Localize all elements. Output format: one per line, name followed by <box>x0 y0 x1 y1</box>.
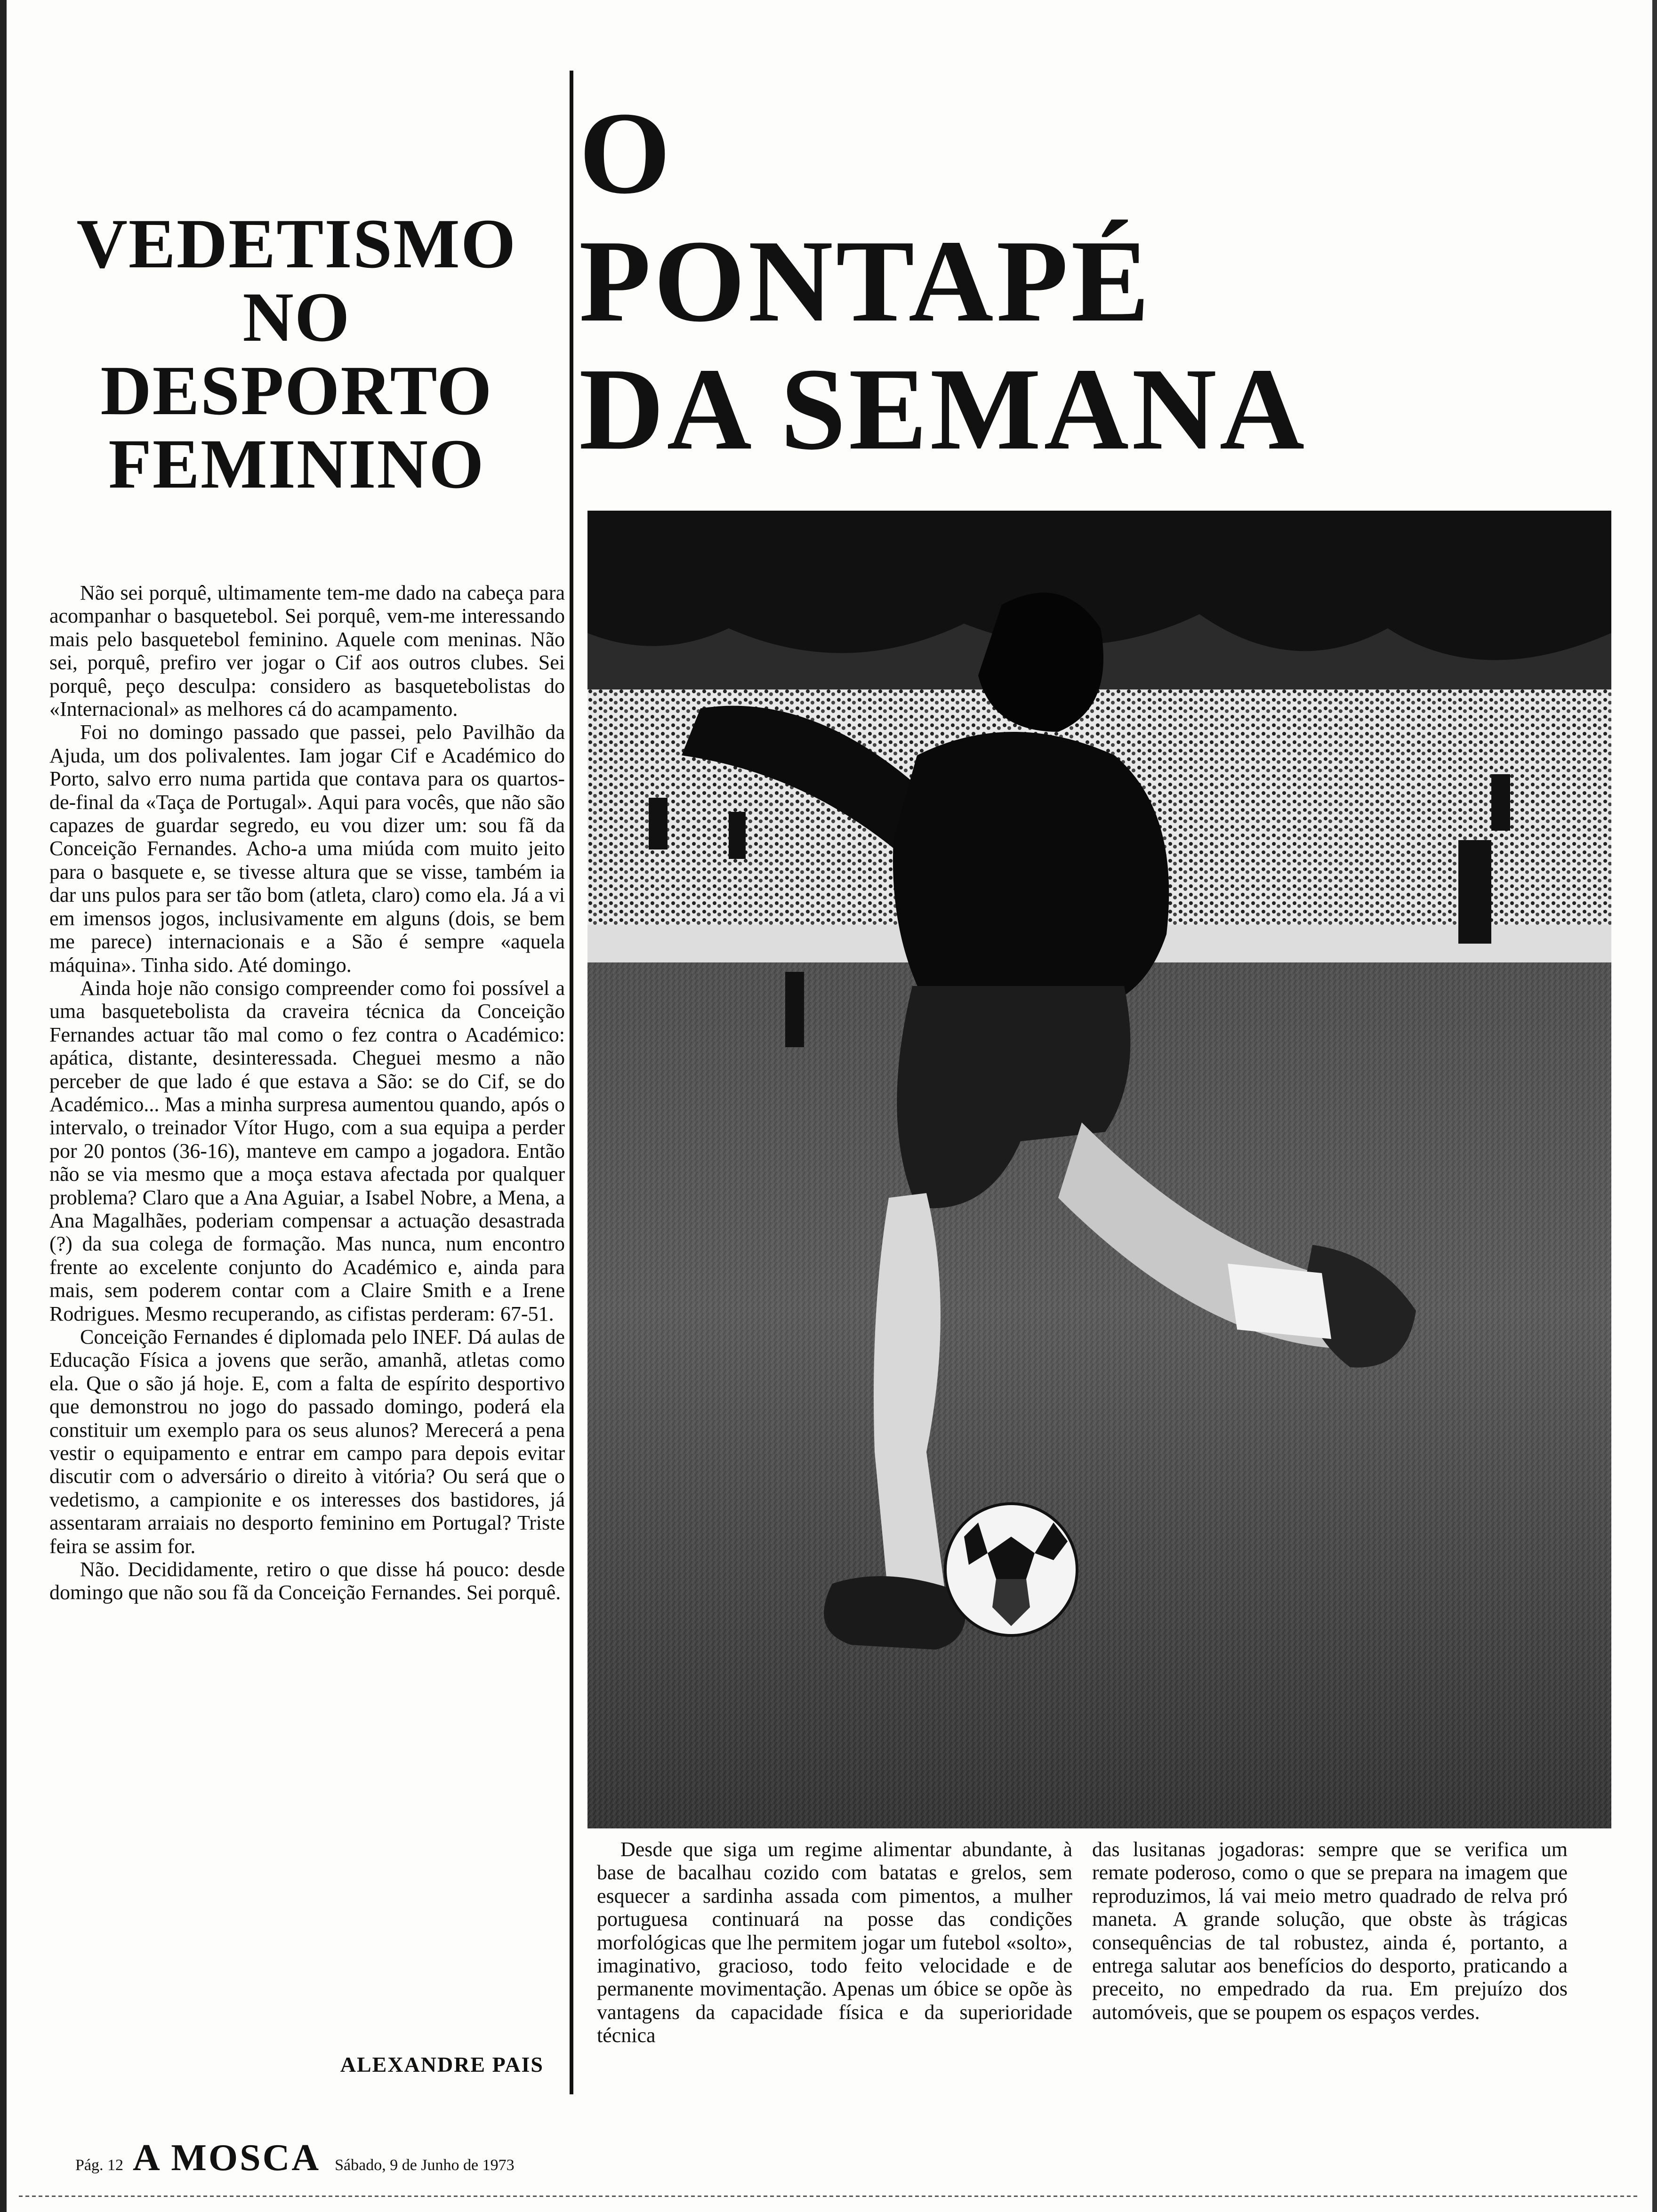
player-socks <box>1228 1264 1331 1339</box>
article-paragraph: Conceição Fernandes é diplomada pelo INEF. Dá aulas de Educação Física a jovens que serão, amanhã, atletas como ela. Que o são já hoje. E, com a falta de espírito desportivo que demonstrou no jogo do passado domingo, poderá ela constituir um exemplo para os seus alunos? Merecerá a pena vestir o equipamento e entrar em campo para depois evitar discutir com o adversário o direito à vitória? Ou será que o vedetismo, a campionite e os interesses dos bastidores, já assentaram arraiais no desporto feminino em Portugal? Triste feira se assim for. <box>49 1325 565 1558</box>
article-paragraph: Não. Decididamente, retiro o que disse há pouco: desde domingo que não sou fã da Conceição Fernandes. Sei porquê. <box>49 1558 565 1604</box>
article-paragraph: Ainda hoje não consigo compreender como foi possível a uma basquetebolista da craveira técnica da Conceição Fernandes actuar tão mal como o fez contra o Académico: apática, distante, desinteressada. Cheguei mesmo a não perceber de que lado é que estava a São: se do Cif, se do Académico... Mas a minha surpresa aumentou quando, após o intervalo, o treinador Vítor Hugo, com a sua equipa a perder por 20 pontos (36-16), manteve em campo a jogadora. Então não se via mesmo que a moça estava afectada por qualquer problema? Claro que a Ana Aguiar, a Isabel Nobre, a Mena, a Ana Magalhães, poderiam compensar a actuação desastrada (?) da sua colega de formação. Mas nunca, num encontro frente ao excelente conjunto do Académico e, ainda para mais, sem poderem contar com a Claire Smith e a Irene Rodrigues. Mesmo recuperando, as cifistas perderam: 67-51. <box>49 976 565 1325</box>
caption-text: das lusitanas jogadoras: sempre que se verifica um remate poderoso, como o que se prepara na imagem que reproduzimos, lá vai meio metro quadrado de relva pró maneta. A grande solução, que obste às trágicas consequências de tal robustez, ainda é, portanto, a entrega salutar aos benefícios do desporto, praticando a preceito, no empedrado da rua. Em prejuízo dos automóveis, que se poupem os espaços verdes. <box>1092 1838 1568 2024</box>
left-headline <box>42 207 551 501</box>
right-headline-line: PONTAPÉ <box>579 216 1152 346</box>
left-headline-line: NO <box>242 278 351 356</box>
player-torso <box>893 732 1169 1010</box>
column-divider <box>570 71 573 2094</box>
player-boot-left <box>824 1576 966 1650</box>
article-paragraph: Não sei porquê, ultimamente tem-me dado na cabeça para acompanhar o basquetebol. Sei porquê, vem-me interessando mais pelo basquetebol feminino. Aquele com meninas. Não sei, porquê, prefiro ver jogar o Cif aos outros clubes. Sei porquê, peço desculpa: considero as basquetebolistas do «Internacional» as melhores cá do acampamento. <box>49 581 565 721</box>
player-leg-left <box>874 1193 945 1603</box>
scan-edge-right <box>1652 0 1657 2212</box>
bottom-dotted-rule <box>19 2196 1638 2197</box>
photo-caption-col-2 <box>1092 1838 1568 2024</box>
photo-caption-col-1 <box>597 1838 1072 2047</box>
byline: ALEXANDRE PAIS <box>340 2052 544 2076</box>
football <box>945 1504 1077 1635</box>
scan-edge-left <box>0 0 7 2212</box>
right-headline-line: O <box>579 88 674 218</box>
issue-date: Sábado, 9 de Junho de 1973 <box>335 2156 515 2174</box>
right-headline-line: DA SEMANA <box>579 344 1308 474</box>
caption-text: Desde que siga um regime alimentar abundante, à base de bacalhau cozido com batatas e grelos, sem esquecer a sardinha assada com pimentos, a mulher portuguesa continuará na posse das condições morfológicas que lhe permitem jogar um futebol «solto», imaginativo, gracioso, todo feito velocidade e de permanente movimentação. Apenas um óbice se opõe às vantagens da capacidade física e da superioridade técnica <box>597 1838 1072 2047</box>
left-headline-line: DESPORTO <box>100 352 493 430</box>
masthead: A MOSCA <box>133 2137 321 2179</box>
page-number: Pág. 12 <box>75 2156 123 2174</box>
football-photo <box>587 511 1611 1828</box>
left-headline-line: FEMININO <box>108 425 485 503</box>
article-paragraph: Foi no domingo passado que passei, pelo Pavilhão da Ajuda, um dos polivalentes. Iam jogar Cif e Académico do Porto, salvo erro numa partida que contava para os quartos-de-final da «Taça de Portugal». Aqui para vocês, que não são capazes de guardar segredo, eu vou dizer um: sou fã da Conceição Fernandes. Acho-a uma miúda com muito jeito para o basquete e, se tivesse altura que se visse, também ia dar uns pulos para ser tão bom (atleta, claro) como ela. Já a vi em imensos jogos, inclusivamente em alguns (dois, se bem me parece) internacionais e a São é sempre «aquela máquina». Tinha sido. Até domingo. <box>49 721 565 977</box>
right-headline <box>579 89 1615 473</box>
page-footer <box>75 2137 515 2179</box>
article-body <box>49 581 565 1604</box>
left-headline-line: VEDETISMO <box>76 205 517 283</box>
